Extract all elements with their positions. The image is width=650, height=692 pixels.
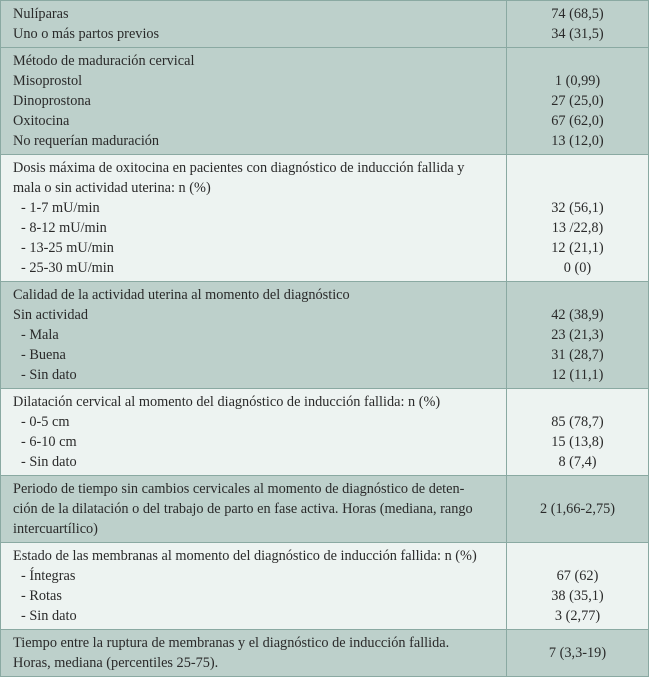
row-value: 34 (31,5) bbox=[551, 26, 604, 42]
row-value: 67 (62) bbox=[556, 568, 599, 584]
row-label: Nulíparas bbox=[13, 6, 69, 22]
row-value: 8 (7,4) bbox=[558, 454, 597, 470]
row-value: 27 (25,0) bbox=[551, 93, 604, 109]
row-value: 85 (78,7) bbox=[551, 414, 604, 430]
row-label: intercuartílico) bbox=[13, 521, 98, 537]
row-value: 31 (28,7) bbox=[551, 347, 604, 363]
row-label: - Mala bbox=[21, 327, 59, 343]
cervical-dilation-group bbox=[1, 388, 648, 475]
row-label: Sin actividad bbox=[13, 307, 89, 323]
row-label: Tiempo entre la ruptura de membranas y el diagnóstico de inducción fallida. bbox=[13, 635, 450, 651]
row-label: ción de la dilatación o del trabajo de parto en fase activa. Horas (mediana, rango bbox=[13, 501, 473, 517]
section-title: Método de maduración cervical bbox=[13, 53, 195, 69]
row-value: 32 (56,1) bbox=[551, 200, 604, 216]
row-value: 2 (1,66-2,75) bbox=[539, 501, 616, 517]
row-value: 1 (0,99) bbox=[554, 73, 601, 89]
row-label: - 1-7 mU/min bbox=[21, 200, 100, 216]
section-title: Dosis máxima de oxitocina en pacientes con diagnóstico de inducción fallida y bbox=[13, 160, 465, 176]
row-label: - 8-12 mU/min bbox=[21, 220, 107, 236]
row-value: 12 (11,1) bbox=[551, 367, 604, 383]
row-value: 3 (2,77) bbox=[554, 608, 601, 624]
row-value: 13 (12,0) bbox=[551, 133, 604, 149]
row-value: 12 (21,1) bbox=[551, 240, 604, 256]
section-title: Calidad de la actividad uterina al momento del diagnóstico bbox=[13, 287, 350, 303]
uterine-activity-group bbox=[1, 281, 648, 388]
row-value: 38 (35,1) bbox=[551, 588, 604, 604]
no-change-period-group bbox=[1, 475, 648, 542]
row-label: - Sin dato bbox=[21, 454, 77, 470]
row-value: 23 (21,3) bbox=[551, 327, 604, 343]
row-label: - 0-5 cm bbox=[21, 414, 70, 430]
row-label: Periodo de tiempo sin cambios cervicales al momento de diagnóstico de deten- bbox=[13, 481, 465, 497]
row-value: 15 (13,8) bbox=[551, 434, 604, 450]
row-label: No requerían maduración bbox=[13, 133, 160, 149]
row-value: 13 /22,8) bbox=[551, 220, 604, 236]
row-label: - 13-25 mU/min bbox=[21, 240, 114, 256]
row-label: Uno o más partos previos bbox=[13, 26, 160, 42]
section-title: Dilatación cervical al momento del diagnóstico de inducción fallida: n (%) bbox=[13, 394, 441, 410]
row-label: Misoprostol bbox=[13, 73, 83, 89]
row-value: 67 (62,0) bbox=[551, 113, 604, 129]
section-title: Estado de las membranas al momento del diagnóstico de inducción fallida: n (%) bbox=[13, 548, 477, 564]
row-label: - Buena bbox=[21, 347, 66, 363]
row-value: 0 (0) bbox=[563, 260, 592, 276]
row-value: 7 (3,3-19) bbox=[548, 645, 607, 661]
row-label: - Sin dato bbox=[21, 367, 77, 383]
ripening-method-group bbox=[1, 47, 648, 154]
row-value: 74 (68,5) bbox=[551, 6, 604, 22]
oxytocin-dose-group bbox=[1, 154, 648, 281]
row-label: - Rotas bbox=[21, 588, 62, 604]
row-value: 42 (38,9) bbox=[551, 307, 604, 323]
row-label: - 6-10 cm bbox=[21, 434, 77, 450]
membrane-status-group bbox=[1, 542, 648, 629]
section-title: mala o sin actividad uterina: n (%) bbox=[13, 180, 211, 196]
row-label: - 25-30 mU/min bbox=[21, 260, 114, 276]
row-label: Oxitocina bbox=[13, 113, 70, 129]
row-label: Horas, mediana (percentiles 25-75). bbox=[13, 655, 219, 671]
row-label: Dinoprostona bbox=[13, 93, 91, 109]
row-label: - Sin dato bbox=[21, 608, 77, 624]
row-label: - Íntegras bbox=[21, 568, 76, 584]
parity-group bbox=[1, 1, 648, 47]
rupture-time-group bbox=[1, 629, 648, 676]
